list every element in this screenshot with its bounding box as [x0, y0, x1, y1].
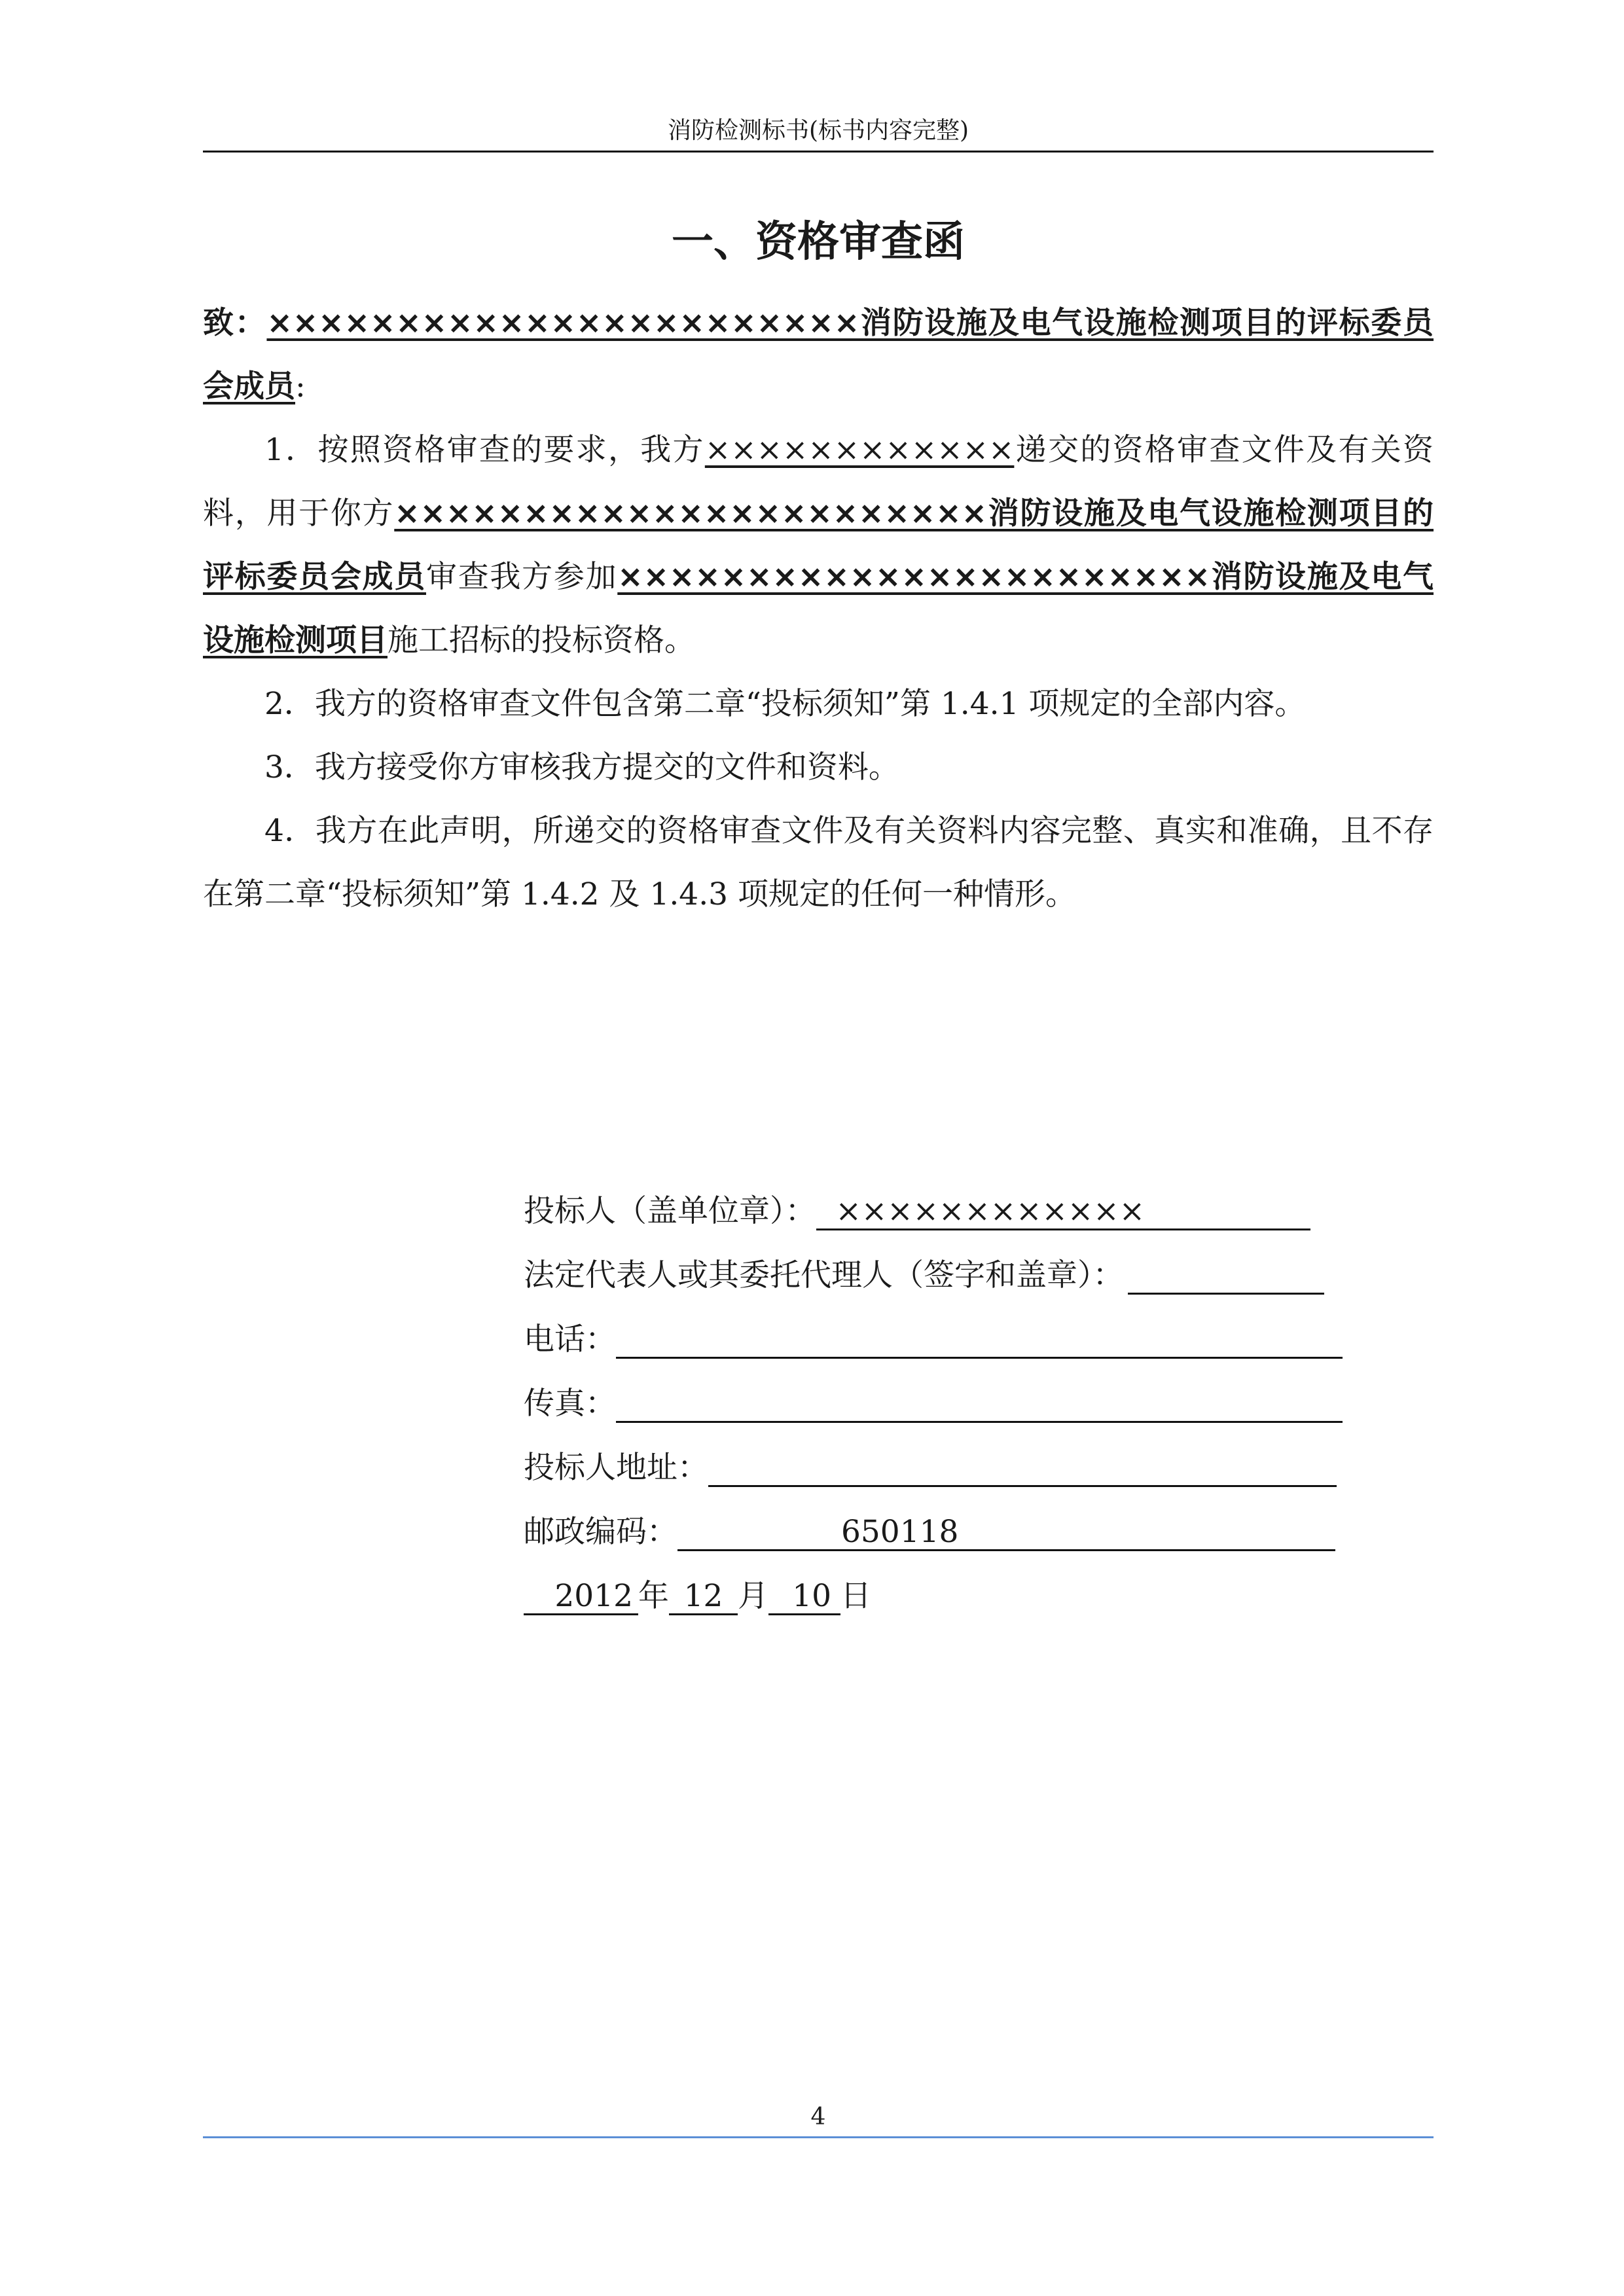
salutation-recipient: ×××××××××××××××××××××××消防设施及电气设施检测项目的评标委员会成员	[203, 305, 1434, 404]
legal-rep-label: 法定代表人或其委托代理人（签字和盖章）：	[524, 1257, 1124, 1293]
fax-label: 传真：	[524, 1386, 616, 1422]
bidder-field[interactable]: ××××××××××××	[816, 1193, 1310, 1230]
clause-4: 4．我方在此声明，所递交的资格审查文件及有关资料内容完整、真实和准确，且不存在第二章“投标须知”第 1.4.2 及 1.4.3 项规定的任何一种情形。	[203, 813, 1434, 912]
clause-3: 3．我方接受你方审核我方提交的文件和资料。	[264, 749, 899, 785]
address-field[interactable]	[708, 1449, 1337, 1487]
postcode-label: 邮政编码：	[524, 1514, 677, 1550]
phone-row	[524, 1321, 1414, 1385]
bidder-label: 投标人（盖单位章）：	[524, 1193, 816, 1229]
header-title: 消防检测标书(标书内容完整)	[667, 117, 969, 144]
postcode-field[interactable]: 650118	[677, 1513, 1335, 1551]
clause-1	[203, 418, 1434, 672]
header-rule	[203, 151, 1434, 152]
date-year-field[interactable]: 2012	[524, 1577, 638, 1615]
page-number: 4	[810, 2104, 826, 2130]
clause-1-text-c: 审查我方参加	[425, 559, 618, 595]
date-year-label: 年	[638, 1578, 669, 1614]
document-title: 一、资格审查函	[672, 218, 965, 266]
address-label: 投标人地址：	[524, 1450, 708, 1486]
clause-1-text-d: 施工招标的投标资格。	[388, 622, 695, 658]
date-month-field[interactable]: 12	[669, 1577, 738, 1615]
fax-field[interactable]	[616, 1385, 1343, 1423]
address-row	[524, 1449, 1414, 1513]
clause-1-project: ×××××××××××××××××××××××消防设施及电气设施检测项目	[203, 559, 1434, 658]
date-day-field[interactable]: 10	[768, 1577, 840, 1615]
salutation	[203, 291, 1434, 418]
clause-1-committee: ×××××××××××××××××××××××消防设施及电气设施检测项目的评标委员会成员	[203, 495, 1434, 595]
salutation-prefix: 致：	[203, 305, 267, 341]
phone-label: 电话：	[524, 1321, 616, 1357]
letter-body	[203, 291, 1434, 926]
legal-rep-field[interactable]	[1128, 1257, 1324, 1295]
date-day-label: 日	[840, 1578, 871, 1614]
clause-1-text-b: 递交的资格审查文件及有关资料，用于你方	[203, 432, 1434, 531]
date-month-label: 月	[738, 1578, 768, 1614]
salutation-suffix: :	[295, 368, 306, 404]
postcode-row	[524, 1513, 1414, 1577]
clause-2: 2．我方的资格审查文件包含第二章“投标须知”第 1.4.1 项规定的全部内容。	[264, 686, 1306, 722]
fax-row	[524, 1385, 1414, 1449]
legal-rep-row	[524, 1257, 1414, 1321]
bidder-row	[524, 1193, 1414, 1257]
phone-field[interactable]	[616, 1321, 1343, 1359]
clause-1-text-a: 1．按照资格审查的要求，我方	[264, 432, 705, 468]
clause-1-bidder: ××××××××××××	[704, 432, 1015, 468]
signature-block	[524, 1193, 1414, 1641]
date-row	[524, 1577, 1414, 1641]
footer-rule	[203, 2136, 1434, 2138]
